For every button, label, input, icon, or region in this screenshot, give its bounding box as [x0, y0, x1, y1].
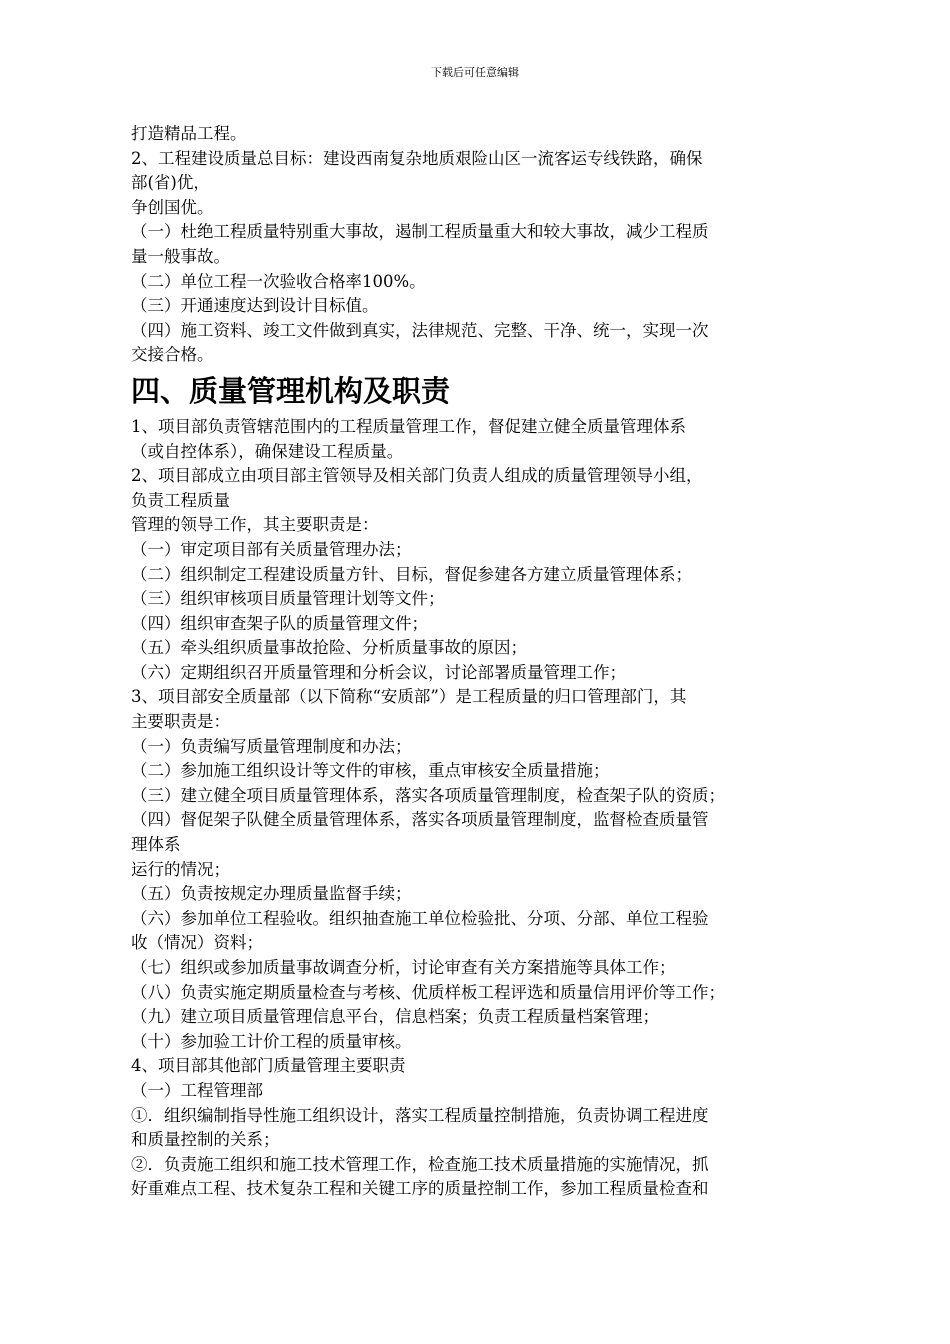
- page-header: 下载后可任意编辑: [431, 66, 519, 79]
- text-line: （九）建立项目质量管理信息平台，信息档案；负责工程质量档案管理；: [131, 1007, 659, 1027]
- section-heading: 四、质量管理机构及职责: [131, 373, 451, 408]
- text-line: 主要职责是：: [131, 712, 230, 732]
- text-line: 量一般事故。: [131, 246, 230, 266]
- text-line: 4、项目部其他部门质量管理主要职责: [131, 1056, 406, 1076]
- text-line: （二）单位工程一次验收合格率100%。: [131, 271, 426, 291]
- text-line: ②．负责施工组织和施工技术管理工作，检查施工技术质量措施的实施情况，抓: [131, 1154, 709, 1174]
- text-line: （三）开通速度达到设计目标值。: [131, 296, 379, 316]
- text-line: （四）组织审查架子队的质量管理文件；: [131, 613, 428, 633]
- text-line: （六）定期组织召开质量管理和分析会议，讨论部署质量管理工作；: [131, 662, 626, 682]
- text-line: 打造精品工程。: [131, 124, 247, 143]
- text-line: （四）督促架子队健全质量管理体系，落实各项质量管理制度，监督检查质量管: [131, 810, 709, 830]
- text-line: 运行的情况；: [131, 859, 230, 879]
- text-line: （一）审定项目部有关质量管理办法；: [131, 539, 412, 559]
- text-line: 1、项目部负责管辖范围内的工程质量管理工作，督促建立健全质量管理体系: [131, 416, 686, 436]
- text-line: 好重难点工程、技术复杂工程和关键工序的质量控制工作，参加工程质量检查和: [131, 1179, 709, 1199]
- text-line: ①．组织编制指导性施工组织设计，落实工程质量控制措施，负责协调工程进度: [131, 1105, 709, 1125]
- text-line: （五）负责按规定办理质量监督手续；: [131, 884, 412, 904]
- text-line: （二）组织制定工程建设质量方针、目标，督促参建各方建立质量管理体系；: [131, 564, 692, 584]
- text-line: 负责工程质量: [131, 490, 230, 510]
- text-line: 争创国优。: [131, 197, 214, 217]
- text-line: 管理的领导工作，其主要职责是：: [131, 515, 379, 535]
- text-line: （一）负责编写质量管理制度和办法；: [131, 736, 412, 756]
- text-line: （五）牵头组织质量事故抢险、分析质量事故的原因；: [131, 638, 527, 658]
- text-line: （三）建立健全项目质量管理体系，落实各项质量管理制度，检查架子队的资质；: [131, 785, 725, 805]
- text-line: （一）工程管理部: [131, 1080, 263, 1100]
- text-line: （十）参加验工计价工程的质量审核。: [131, 1031, 412, 1051]
- text-line: 收（情况）资料；: [131, 933, 263, 953]
- text-line: （四）施工资料、竣工文件做到真实，法律规范、完整、干净、统一，实现一次: [131, 320, 709, 340]
- text-line: （三）组织审核项目质量管理计划等文件；: [131, 589, 445, 609]
- text-line: 理体系: [131, 835, 181, 855]
- text-line: 3、项目部安全质量部（以下简称“安质部”）是工程质量的归口管理部门，其: [131, 687, 687, 707]
- text-line: （七）组织或参加质量事故调查分析，讨论审查有关方案措施等具体工作；: [131, 958, 676, 977]
- text-line: （一）杜绝工程质量特别重大事故，遏制工程质量重大和较大事故，减少工程质: [131, 222, 709, 242]
- document-body: [131, 122, 821, 1202]
- text-line: （二）参加施工组织设计等文件的审核，重点审核安全质量措施；: [131, 761, 610, 781]
- text-line: 交接合格。: [131, 345, 214, 365]
- text-line: （六）参加单位工程验收。组织抽查施工单位检验批、分项、分部、单位工程验: [131, 908, 709, 928]
- text-line: 2、工程建设质量总目标：建设西南复杂地质艰险山区一流客运专线铁路，确保: [131, 148, 703, 168]
- text-line: （或自控体系），确保建设工程质量。: [131, 441, 404, 461]
- text-line: 和质量控制的关系；: [131, 1130, 280, 1150]
- text-line: 2、项目部成立由项目部主管领导及相关部门负责人组成的质量管理领导小组，: [131, 466, 703, 486]
- text-line: 部(省)优，: [131, 173, 210, 193]
- text-line: （八）负责实施定期质量检查与考核、优质样板工程评选和质量信用评价等工作；: [131, 982, 725, 1002]
